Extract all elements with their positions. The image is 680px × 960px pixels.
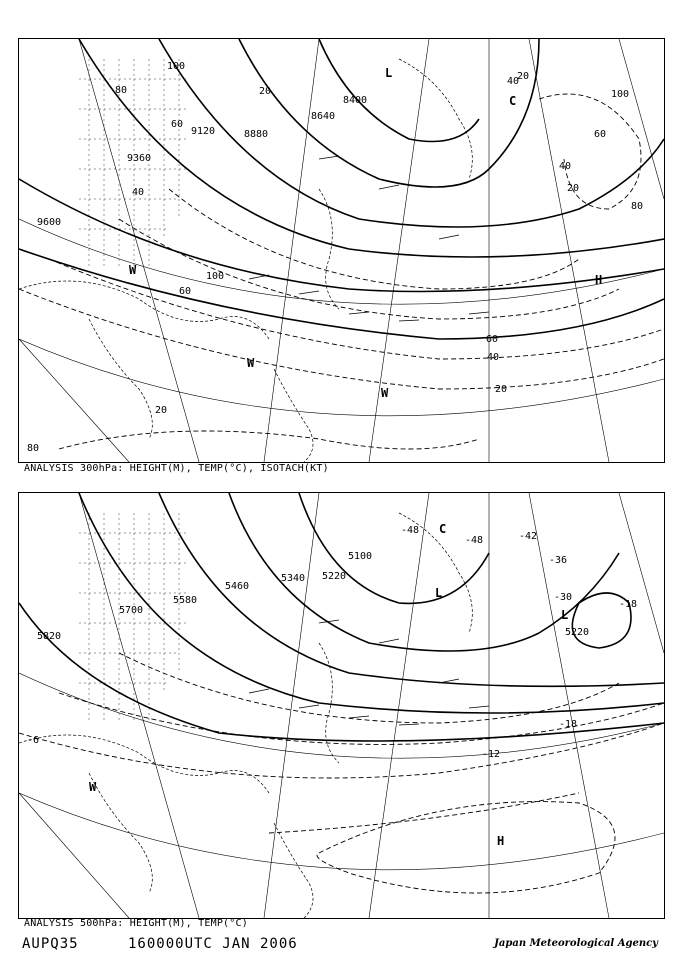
center-marker: L xyxy=(435,586,443,600)
wind-barbs xyxy=(249,620,489,725)
caption-300hpa: ANALYSIS 300hPa: HEIGHT(M), TEMP(°C), ISOTACH(KT) xyxy=(24,463,329,474)
graticule xyxy=(19,39,664,462)
height-label: 8640 xyxy=(311,111,336,122)
height-label: 5220 xyxy=(565,627,590,638)
isotach-label: 40 xyxy=(132,187,145,198)
temp-label: -12 xyxy=(482,749,501,760)
isotach-label: 100 xyxy=(167,61,186,72)
coastline xyxy=(19,513,472,918)
isotach-label: 40 xyxy=(487,352,500,363)
height-labels xyxy=(37,95,367,228)
isotach-label: 60 xyxy=(486,334,499,345)
isotach-label: 80 xyxy=(27,443,40,454)
height-label: 9120 xyxy=(191,126,216,137)
map-500hpa xyxy=(18,492,665,919)
temp-labels xyxy=(27,525,637,760)
isotach-label: 20 xyxy=(517,71,530,82)
isotach-label: 60 xyxy=(594,129,607,140)
center-marker: L xyxy=(385,66,393,80)
temp-label: -18 xyxy=(559,719,578,730)
height-label: 5820 xyxy=(37,631,62,642)
map-300hpa xyxy=(18,38,665,463)
temp-label: -6 xyxy=(27,735,40,746)
height-label: 5580 xyxy=(173,595,198,606)
chart-id: AUPQ35 xyxy=(22,936,79,952)
isotach-label: 60 xyxy=(179,286,192,297)
center-marker: C xyxy=(439,522,447,536)
center-marker: H xyxy=(497,834,505,848)
isotach-label: 100 xyxy=(206,271,225,282)
height-labels xyxy=(37,551,589,642)
height-label: 8880 xyxy=(244,129,269,140)
isotach-label: 20 xyxy=(259,86,272,97)
height-label: 5460 xyxy=(225,581,250,592)
center-marker: H xyxy=(595,273,603,287)
center-marker: L xyxy=(561,608,569,622)
isotach-label: 80 xyxy=(115,85,128,96)
valid-time: 160000UTC JAN 2006 xyxy=(128,936,298,952)
height-label: 9600 xyxy=(37,217,62,228)
center-marker: W xyxy=(247,356,255,370)
caption-500hpa: ANALYSIS 500hPa: HEIGHT(M), TEMP(°C) xyxy=(24,918,248,929)
temp-label: -36 xyxy=(549,555,568,566)
center-marker: C xyxy=(509,94,517,108)
temp-label: -48 xyxy=(465,535,484,546)
isotachs xyxy=(19,94,664,449)
isotach-label: 80 xyxy=(631,201,644,212)
center-marker: W xyxy=(129,263,137,277)
continent-hatching xyxy=(79,513,189,723)
wind-barbs xyxy=(249,156,489,321)
isotach-label: 20 xyxy=(567,183,580,194)
isotach-label: 40 xyxy=(507,76,520,87)
height-label: 5100 xyxy=(348,551,373,562)
height-label: 5340 xyxy=(281,573,306,584)
isotach-label: 20 xyxy=(155,405,168,416)
map-300hpa-canvas xyxy=(19,39,664,462)
temp-label: -18 xyxy=(619,599,638,610)
isotach-label: 20 xyxy=(495,384,508,395)
isotach-label: 100 xyxy=(611,89,630,100)
coastline xyxy=(19,59,472,462)
center-marker: W xyxy=(381,386,389,400)
height-label: 9360 xyxy=(127,153,152,164)
agency-name: Japan Meteorological Agency xyxy=(494,938,658,949)
height-label: 5220 xyxy=(322,571,347,582)
isotherms xyxy=(19,653,664,893)
temp-label: -48 xyxy=(401,525,420,536)
center-marker: W xyxy=(89,780,97,794)
map-500hpa-canvas xyxy=(19,493,664,918)
temp-label: -42 xyxy=(519,531,538,542)
isotach-label: 40 xyxy=(559,161,572,172)
temp-label: -30 xyxy=(554,592,573,603)
height-label: 8400 xyxy=(343,95,368,106)
height-label: 5700 xyxy=(119,605,144,616)
continent-hatching xyxy=(79,59,189,269)
isotach-label: 60 xyxy=(171,119,184,130)
